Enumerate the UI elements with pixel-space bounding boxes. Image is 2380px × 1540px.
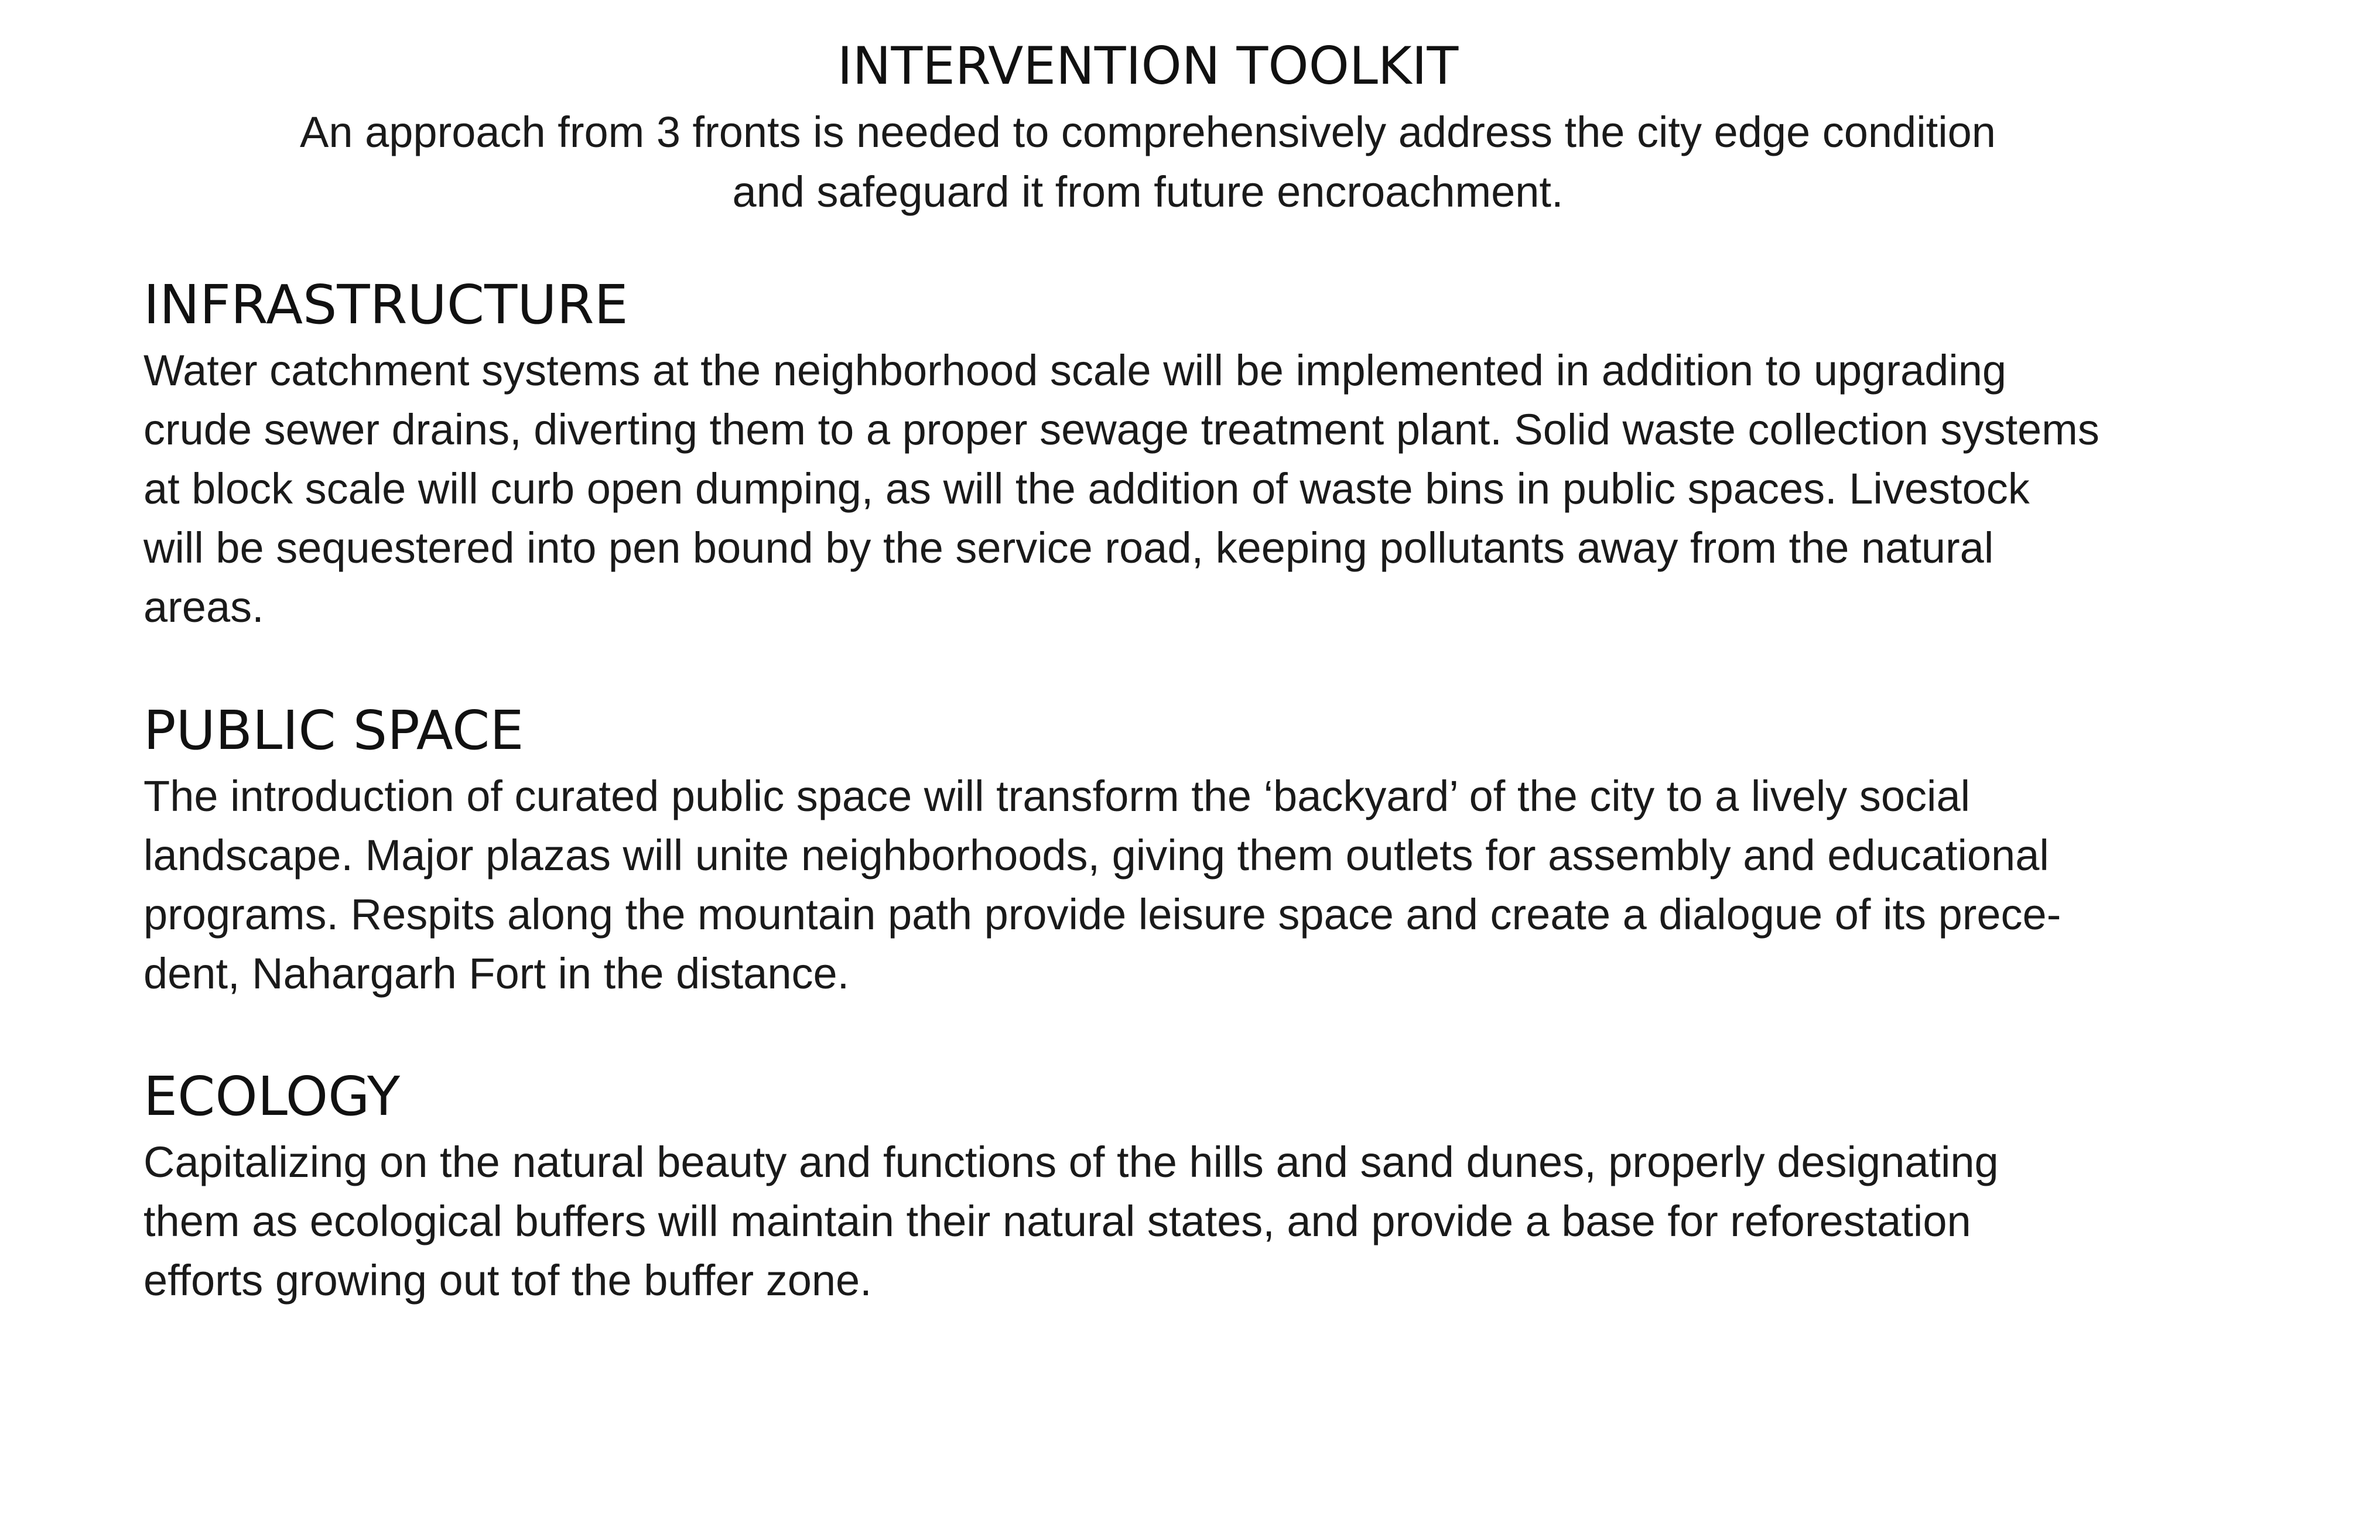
body-line: will be sequestered into pen bound by the service road, keeping pollutants away from the natural (143, 523, 1994, 572)
body-line: crude sewer drains, diverting them to a proper sewage treatment plant. Solid waste collection systems (143, 405, 2099, 454)
section-heading-ecology: ECOLOGY (143, 1065, 401, 1128)
body-line: at block scale will curb open dumping, as will the addition of waste bins in public spaces. Livestock (143, 464, 2030, 513)
body-line: areas. (143, 582, 264, 631)
intro-paragraph (0, 102, 2296, 222)
body-line: dent, Nahargarh Fort in the distance. (143, 949, 850, 998)
body-line: landscape. Major plazas will unite neighborhoods, giving them outlets for assembly and educational (143, 830, 2049, 879)
body-line: efforts growing out tof the buffer zone. (143, 1255, 872, 1305)
section-body-public-space (143, 766, 2240, 1003)
section-body-ecology (143, 1132, 2240, 1310)
section-infrastructure (143, 274, 2240, 636)
body-line: them as ecological buffers will maintain their natural states, and provide a base for reforestation (143, 1196, 1971, 1245)
section-body-infrastructure (143, 341, 2240, 636)
body-line: Capitalizing on the natural beauty and functions of the hills and sand dunes, properly designating (143, 1137, 1999, 1186)
body-line: The introduction of curated public space will transform the ‘backyard’ of the city to a lively social (143, 771, 1971, 820)
body-line: Water catchment systems at the neighborhood scale will be implemented in addition to upgrading (143, 345, 2007, 395)
section-ecology (143, 1066, 2240, 1310)
body-line: programs. Respits along the mountain path provide leisure space and create a dialogue of its prece- (143, 889, 2061, 939)
intro-line: An approach from 3 fronts is needed to comprehensively address the city edge condition (300, 108, 1996, 156)
section-heading-infrastructure: INFRASTRUCTURE (143, 273, 628, 336)
section-public-space (143, 700, 2240, 1003)
intro-line: and safeguard it from future encroachment. (732, 167, 1564, 216)
section-heading-public-space: PUBLIC SPACE (143, 699, 524, 762)
page-title: INTERVENTION TOOLKIT (837, 36, 1459, 96)
